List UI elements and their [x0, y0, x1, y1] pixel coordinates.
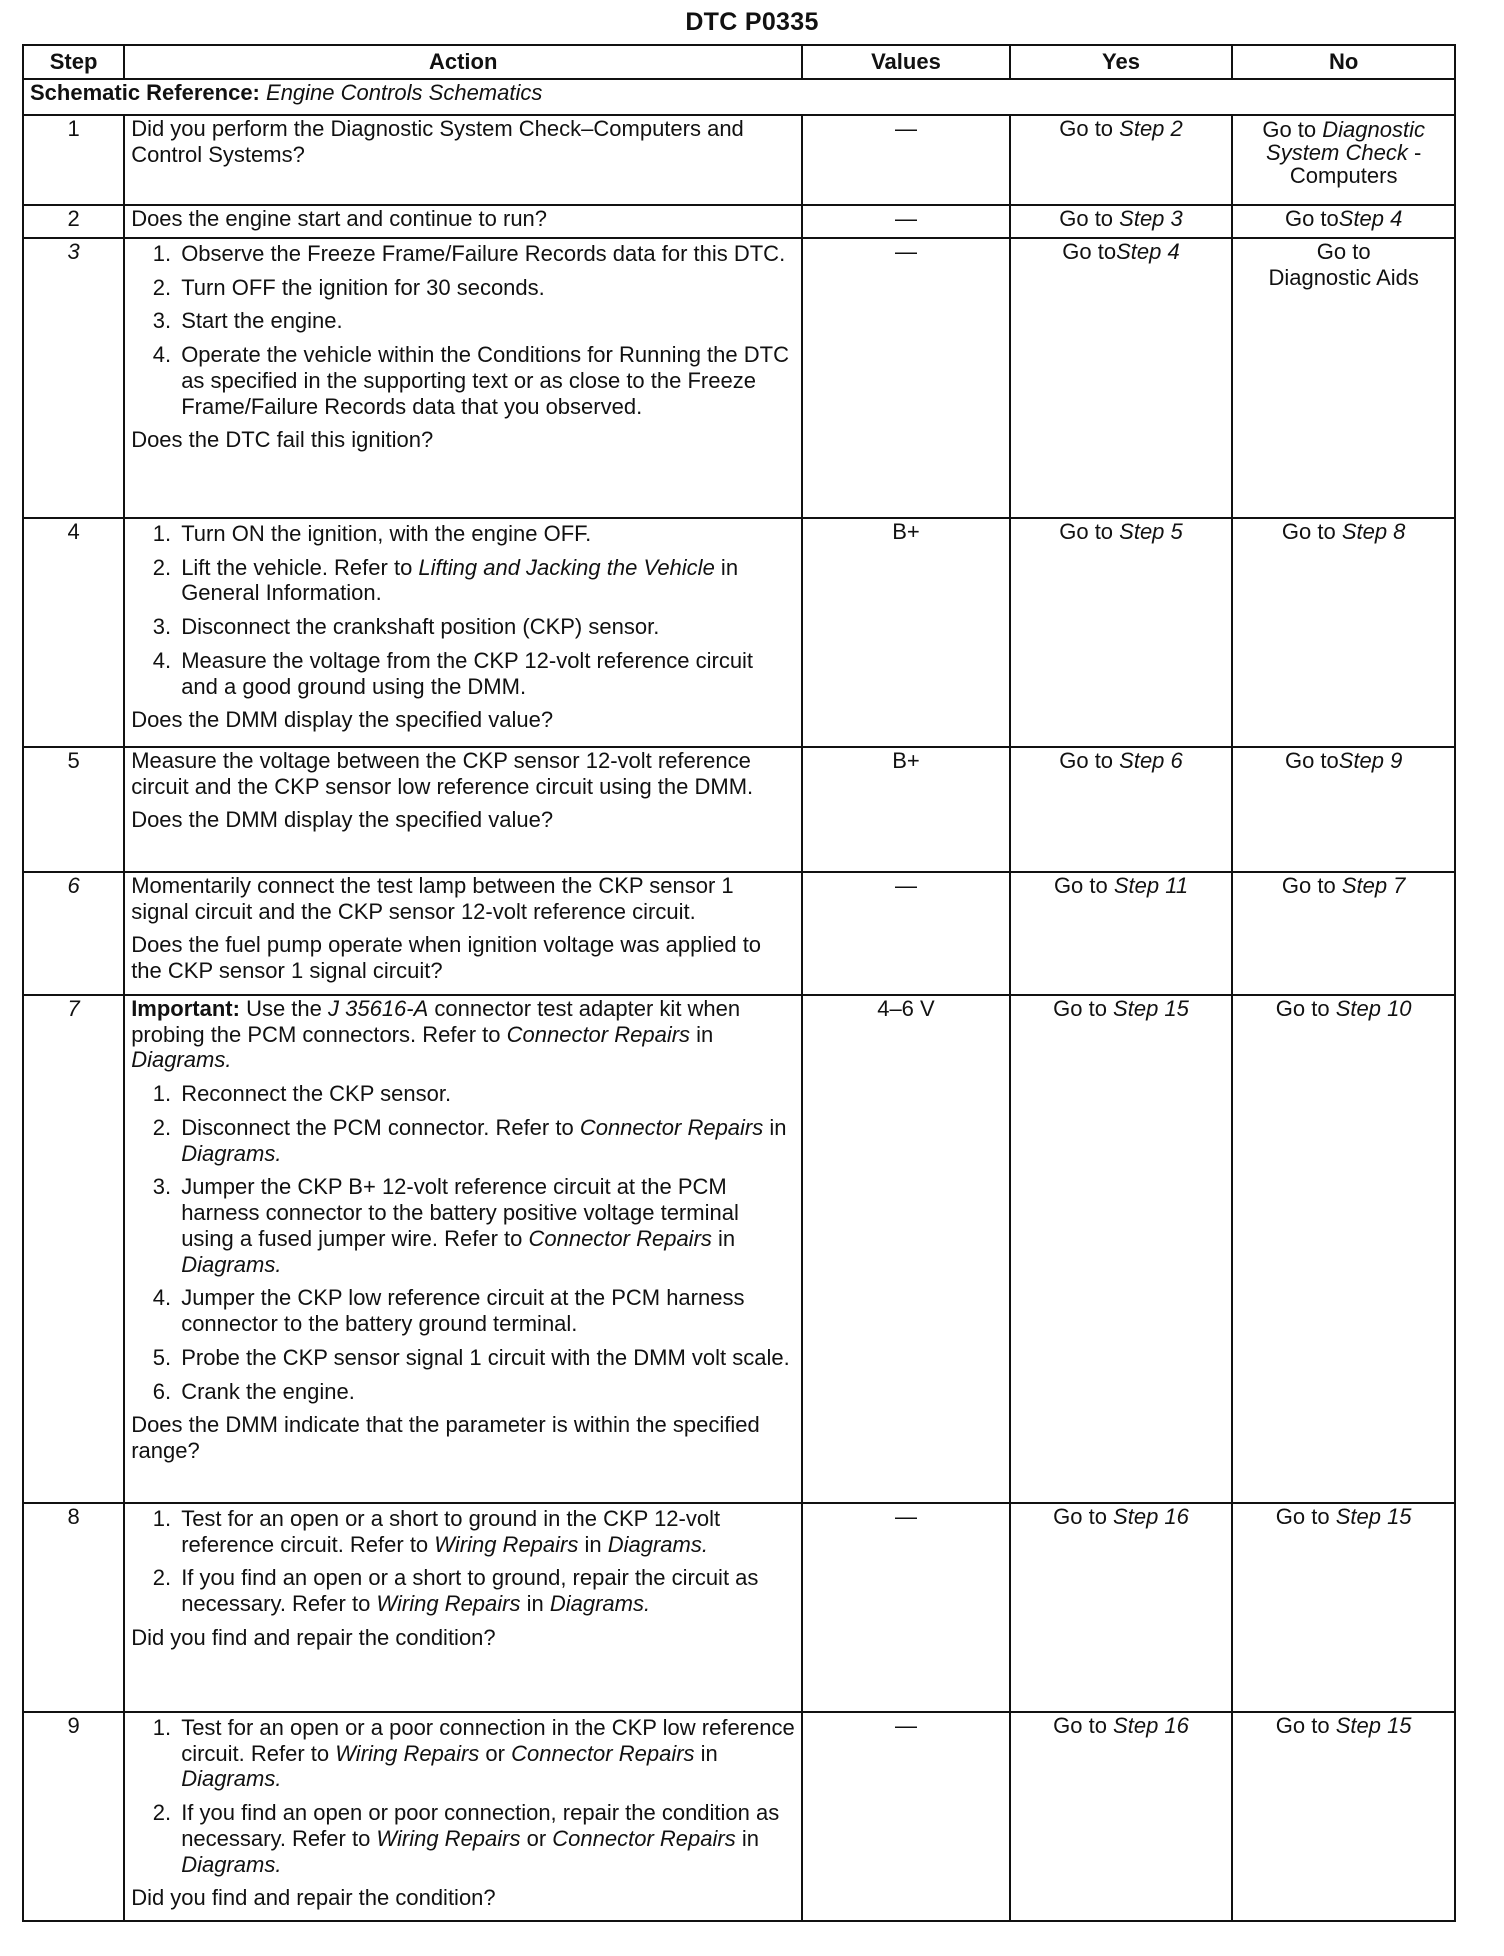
list-item: 2. If you find an open or poor connection, repair the condition as necessary. Refer to Wiring Repairs or Connector Repairs in Diagrams. [177, 1800, 795, 1877]
yes-cell [1010, 1712, 1233, 1921]
value-cell: B+ [802, 747, 1009, 872]
step-number: 2 [23, 205, 124, 238]
step-number: 7 [23, 995, 124, 1503]
no-l2-target: System Check [1266, 140, 1408, 166]
list-item: 2. Disconnect the PCM connector. Refer to Connector Repairs in Diagrams. [177, 1115, 795, 1166]
action-question: Does the DMM display the specified value? [131, 707, 554, 733]
schematic-label: Schematic Reference: [30, 80, 260, 105]
step-number: 1 [23, 115, 124, 205]
yes-prefix: Go to [1059, 748, 1120, 773]
action-cell [124, 1712, 802, 1921]
header-row [23, 45, 1455, 79]
step-number: 8 [23, 1503, 124, 1712]
action-question: Does the DMM indicate that the parameter is within the specified range? [131, 1412, 760, 1464]
yes-cell [1010, 238, 1233, 518]
no-target: Step 9 [1338, 748, 1403, 773]
yes-target: Step 16 [1113, 1504, 1189, 1529]
no-cell [1232, 995, 1455, 1503]
no-cell [1232, 205, 1455, 238]
list-item: 2. Turn OFF the ignition for 30 seconds. [177, 275, 795, 301]
no-prefix: Go to [1284, 748, 1339, 773]
yes-prefix: Go to [1059, 519, 1120, 544]
list-item: 6. Crank the engine. [177, 1379, 795, 1405]
step-number: 6 [23, 872, 124, 995]
value-cell: 4–6 V [802, 995, 1009, 1503]
yes-prefix: Go to [1053, 1713, 1114, 1738]
list-item: 4. Jumper the CKP low reference circuit at the PCM harness connector to the battery ground terminal. [177, 1285, 795, 1336]
table-row [23, 1712, 1455, 1921]
step-number: 3 [23, 238, 124, 518]
no-l2: Diagnostic Aids [1268, 264, 1419, 290]
header-no: No [1232, 45, 1455, 79]
list-item: 3. Disconnect the crankshaft position (CKP) sensor. [177, 614, 795, 640]
yes-cell [1010, 205, 1233, 238]
value-cell: — [802, 115, 1009, 205]
yes-cell [1010, 995, 1233, 1503]
no-prefix: Go to [1281, 519, 1342, 544]
header-action: Action [124, 45, 802, 79]
list-item: 3. Start the engine. [177, 308, 795, 334]
value-cell: — [802, 872, 1009, 995]
list-item: 1. Turn ON the ignition, with the engine OFF. [177, 521, 795, 547]
important-note: Important: Use the J 35616-A connector test adapter kit when probing the PCM connectors. Refer to Connector Repairs in Diagrams. [131, 996, 741, 1073]
no-l1: Go to [1262, 117, 1323, 142]
action-question: Did you find and repair the condition? [131, 1624, 496, 1650]
list-item: 2. Lift the vehicle. Refer to Lifting and Jacking the Vehicle in General Information. [177, 555, 795, 606]
action-cell [124, 238, 802, 518]
action-list [131, 521, 795, 699]
table-row [23, 205, 1455, 238]
list-item: 4. Operate the vehicle within the Conditions for Running the DTC as specified in the supporting text or as close to the Freeze Frame/Failure Records data that you observed. [177, 342, 795, 419]
schematic-row [23, 79, 1455, 115]
yes-target: Step 3 [1119, 206, 1183, 231]
no-cell [1232, 872, 1455, 995]
yes-prefix: Go to [1062, 239, 1117, 264]
list-item: 5. Probe the CKP sensor signal 1 circuit with the DMM volt scale. [177, 1345, 795, 1371]
no-l3: Computers [1289, 163, 1398, 189]
value-cell: — [802, 205, 1009, 238]
action-cell [124, 747, 802, 872]
no-target: Step 4 [1338, 206, 1403, 231]
no-target: Step 8 [1341, 519, 1406, 544]
table-row [23, 747, 1455, 872]
no-prefix: Go to [1284, 206, 1339, 231]
table-row [23, 115, 1455, 205]
action-cell [124, 115, 802, 205]
no-cell [1232, 518, 1455, 747]
list-item: 1. Test for an open or a short to ground in the CKP 12-volt reference circuit. Refer to Wiring Repairs in Diagrams. [177, 1506, 795, 1557]
action-list [131, 241, 795, 419]
yes-target: Step 15 [1113, 996, 1189, 1021]
no-cell [1232, 1503, 1455, 1712]
no-prefix: Go to [1275, 1504, 1336, 1529]
no-l1-target: Diagnostic [1322, 117, 1425, 142]
list-item: 3. Jumper the CKP B+ 12-volt reference circuit at the PCM harness connector to the battery positive voltage terminal using a fused jumper wire. Refer to Connector Repairs in Diagrams. [177, 1174, 795, 1277]
action-question: Does the DMM display the specified value? [131, 807, 554, 833]
yes-prefix: Go to [1053, 996, 1114, 1021]
no-prefix: Go to [1281, 873, 1342, 898]
schematic-reference [23, 79, 1455, 115]
yes-target: Step 5 [1119, 519, 1183, 544]
table-row [23, 872, 1455, 995]
value-cell: — [802, 1503, 1009, 1712]
no-prefix: Go to [1275, 996, 1336, 1021]
no-cell [1232, 115, 1455, 205]
yes-target: Step 11 [1113, 873, 1189, 898]
yes-cell [1010, 1503, 1233, 1712]
no-target: Step 15 [1335, 1713, 1412, 1738]
header-values: Values [802, 45, 1009, 79]
table-row [23, 518, 1455, 747]
action-cell [124, 518, 802, 747]
diagnostic-table [22, 44, 1456, 1922]
yes-target: Step 4 [1116, 239, 1180, 264]
no-target: Step 7 [1341, 873, 1406, 898]
action-cell [124, 995, 802, 1503]
no-cell [1232, 238, 1455, 518]
step-number: 5 [23, 747, 124, 872]
yes-prefix: Go to [1059, 116, 1120, 141]
schematic-link: Engine Controls Schematics [266, 80, 543, 105]
yes-target: Step 16 [1113, 1713, 1189, 1738]
step-number: 4 [23, 518, 124, 747]
action-list [131, 1081, 795, 1404]
value-cell: B+ [802, 518, 1009, 747]
header-step: Step [23, 45, 124, 79]
page-title: DTC P0335 [685, 8, 819, 36]
action-cell [124, 1503, 802, 1712]
list-item: 1. Test for an open or a poor connection in the CKP low reference circuit. Refer to Wiring Repairs or Connector Repairs in Diagrams. [177, 1715, 795, 1792]
yes-cell [1010, 747, 1233, 872]
no-l1: Go to [1316, 239, 1371, 264]
action-list [131, 1506, 795, 1617]
yes-prefix: Go to [1059, 206, 1120, 231]
table-row [23, 995, 1455, 1503]
no-cell [1232, 1712, 1455, 1921]
action-cell [124, 872, 802, 995]
no-prefix: Go to [1275, 1713, 1336, 1738]
no-l2: - [1407, 140, 1422, 166]
step-number: 9 [23, 1712, 124, 1921]
yes-prefix: Go to [1053, 873, 1114, 898]
action-question: Does the DTC fail this ignition? [131, 427, 434, 453]
action-text: Does the engine start and continue to run? [131, 206, 548, 231]
action-text: Did you perform the Diagnostic System Check–Computers and Control Systems? [131, 116, 744, 167]
yes-prefix: Go to [1053, 1504, 1114, 1529]
no-target: Step 15 [1335, 1504, 1412, 1529]
list-item: 1. Observe the Freeze Frame/Failure Records data for this DTC. [177, 241, 795, 267]
action-question: Did you find and repair the condition? [131, 1885, 496, 1911]
action-cell [124, 205, 802, 238]
list-item: 4. Measure the voltage from the CKP 12-volt reference circuit and a good ground using the DMM. [177, 648, 795, 699]
yes-target: Step 2 [1119, 116, 1183, 141]
action-list [131, 1715, 795, 1877]
value-cell: — [802, 1712, 1009, 1921]
no-cell [1232, 747, 1455, 872]
yes-cell [1010, 872, 1233, 995]
list-item: 2. If you find an open or a short to ground, repair the circuit as necessary. Refer to Wiring Repairs in Diagrams. [177, 1565, 795, 1616]
yes-cell [1010, 115, 1233, 205]
no-target: Step 10 [1335, 996, 1412, 1021]
table-row [23, 238, 1455, 518]
list-item: 1. Reconnect the CKP sensor. [177, 1081, 795, 1107]
value-cell: — [802, 238, 1009, 518]
action-question: Does the fuel pump operate when ignition voltage was applied to the CKP sensor 1 signal circuit? [131, 932, 762, 984]
table-row [23, 1503, 1455, 1712]
yes-target: Step 6 [1119, 748, 1183, 773]
header-yes: Yes [1010, 45, 1233, 79]
action-text: Momentarily connect the test lamp between the CKP sensor 1 signal circuit and the CKP sensor 12-volt reference circuit. [131, 873, 734, 924]
yes-cell [1010, 518, 1233, 747]
action-text: Measure the voltage between the CKP sensor 12-volt reference circuit and the CKP sensor low reference circuit using the DMM. [131, 748, 754, 799]
